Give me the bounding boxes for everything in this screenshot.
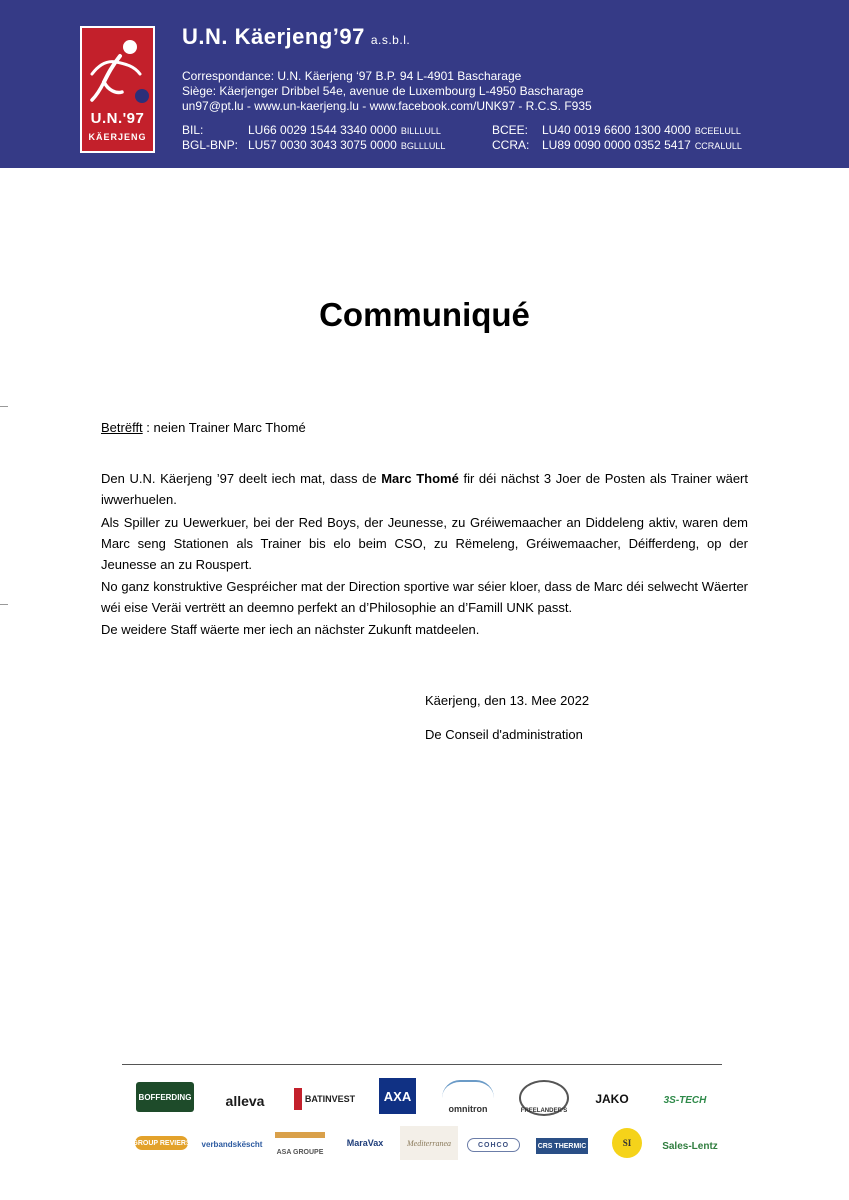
p1-text-before: Den U.N. Käerjeng ’97 deelt iech mat, dass de — [101, 471, 382, 486]
subject-sep: : — [142, 420, 154, 435]
bank-iban-ccra — [542, 138, 742, 152]
bic-text: BGLLLULL — [400, 141, 446, 151]
subject-label: Betrëfft — [101, 420, 143, 435]
contact-line: un97@pt.lu - www.un-kaerjeng.lu - www.facebook.com/UNK97 - R.C.S. F935 — [182, 99, 592, 113]
paragraph-career: Als Spiller zu Uewerkuer, bei der Red Boys, der Jeunesse, zu Gréiwemaacher an Diddeleng aktiv, waren dem Marc seng Stationen als Trainer bis elo beim CSO, zu Rëmeleng, Gréiwemaacher, Déifferdeng, op der Jeunesse an zu Rouspert. — [101, 515, 748, 572]
bank-iban-bgl — [248, 138, 445, 152]
bic-text: BILLLULL — [400, 126, 441, 136]
bank-iban-bil — [248, 123, 441, 137]
fold-mark — [0, 406, 8, 407]
letterhead — [0, 0, 849, 168]
bank-label-bil: BIL: — [182, 123, 204, 137]
sponsor-logo-group-reviers: GROUP REVIERS — [135, 1136, 188, 1150]
bank-label-bgl: BGL-BNP: — [182, 138, 239, 152]
sponsor-logo-axa: AXA — [379, 1078, 416, 1114]
fold-mark — [0, 604, 8, 605]
football-player-icon — [86, 36, 150, 106]
place-date: Käerjeng, den 13. Mee 2022 — [425, 693, 590, 708]
club-suffix: a.s.b.l. — [370, 33, 411, 47]
sponsor-logo-batinvest: BATINVEST — [294, 1088, 356, 1110]
iban-text: LU66 0029 1544 3340 0000 — [248, 123, 397, 137]
subject-line — [101, 417, 748, 438]
club-name — [182, 24, 410, 50]
sponsor-logo-maravax: MaraVax — [346, 1138, 384, 1148]
sponsor-logo-bofferding: BOFFERDING — [136, 1082, 194, 1112]
p1-text-after: fir déi nächst 3 Joer de Posten als Trainer wäert iwwerhuelen. — [101, 471, 749, 507]
bank-label-bcee: BCEE: — [492, 123, 529, 137]
sponsor-logo-verbandskescht: verbandskëscht — [201, 1139, 263, 1149]
iban-text: LU57 0030 3043 3075 0000 — [248, 138, 397, 152]
sponsor-logo-cohco: COHCO — [467, 1138, 520, 1152]
club-name-text: U.N. Käerjeng’97 — [182, 24, 365, 49]
sponsor-logo-3stech: 3S-TECH — [663, 1094, 707, 1106]
sponsor-logo-si: SI — [612, 1128, 642, 1158]
club-logo — [80, 26, 155, 153]
sponsor-logo-jako: JAKO — [595, 1092, 629, 1106]
subject-text: neien Trainer Marc Thomé — [153, 420, 306, 435]
sponsor-logo-sales-lentz: Sales-Lentz — [662, 1140, 718, 1152]
iban-text: LU89 0090 0000 0352 5417 — [542, 138, 691, 152]
bank-label-ccra: CCRA: — [492, 138, 530, 152]
logo-main-text: U.N.'97 — [90, 110, 145, 127]
sponsor-logo-crs-thermic: CRS THERMIC — [536, 1138, 588, 1154]
sponsor-logo-freelanders: FREELANDER'S — [519, 1080, 569, 1116]
sponsor-logo-asa-groupe: ASA GROUPE — [275, 1132, 325, 1156]
document-title: Communiqué — [319, 296, 530, 333]
sponsor-logo-mediterranea: Mediterranea — [400, 1126, 458, 1160]
logo-sub-text: KÄERJENG — [88, 132, 147, 142]
paragraph-philosophy: No ganz konstruktive Gespréicher mat der Direction sportive war séier kloer, dass de Marc déi selwecht Wäerter wéi eise Veräi vertrëtt an deemno perfekt an d’Philosophie an d’Famill UNK passt. — [101, 579, 748, 615]
sponsor-logo-alleva: alleva — [225, 1093, 265, 1109]
paragraph-staff: De weidere Staff wäerte mer iech an nächster Zukunft matdeelen. — [101, 622, 480, 637]
seat-address: Siège: Käerjenger Dribbel 54e, avenue de Luxembourg L-4950 Bascharage — [182, 84, 584, 98]
sponsor-logo-omnitron: omnitron — [442, 1080, 494, 1114]
paragraph-announcement — [101, 468, 748, 510]
correspondence-address: Correspondance: U.N. Käerjeng ‘97 B.P. 94 L-4901 Bascharage — [182, 69, 522, 83]
signatory: De Conseil d'administration — [425, 727, 583, 742]
bic-text: CCRALULL — [694, 141, 742, 151]
coach-name: Marc Thomé — [381, 471, 459, 486]
bank-iban-bcee — [542, 123, 741, 137]
footer-divider — [122, 1064, 722, 1065]
iban-text: LU40 0019 6600 1300 4000 — [542, 123, 691, 137]
bic-text: BCEELULL — [694, 126, 741, 136]
